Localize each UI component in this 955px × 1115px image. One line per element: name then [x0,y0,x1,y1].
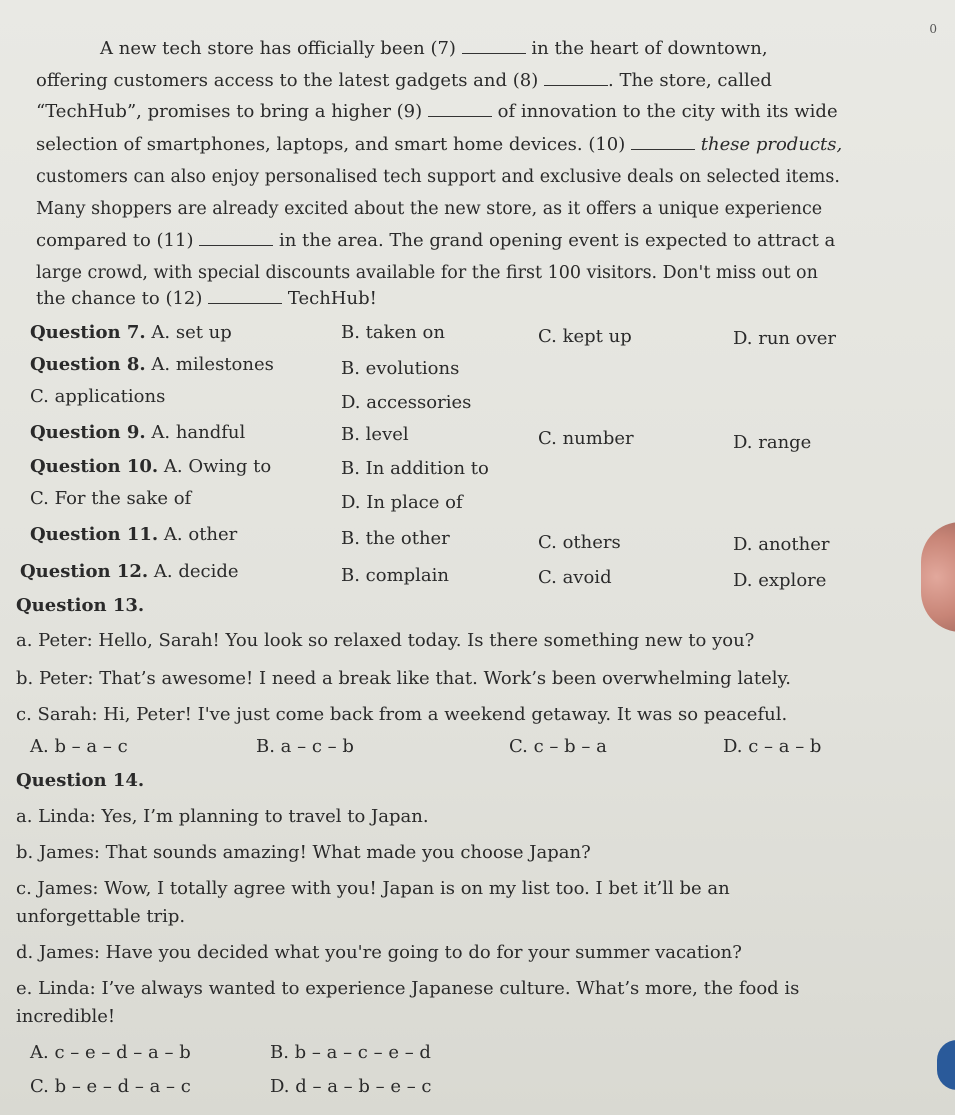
option-a[interactable]: A. other [163,524,238,545]
passage-line-8: large crowd, with special discounts available for the first 100 visitors. Don't miss out on [36,263,818,283]
option-a[interactable]: A. b – a – c [30,736,128,757]
dialogue-line-b: b. James: That sounds amazing! What made you choose Japan? [16,842,591,863]
dialogue-line-e: e. Linda: I’ve always wanted to experience Japanese culture. What’s more, the food is [16,978,800,999]
dialogue-line-b: b. Peter: That’s awesome! I need a break like that. Work’s been overwhelming lately. [16,668,791,689]
option-a[interactable]: A. handful [151,422,246,443]
question-10 [30,456,271,478]
passage-text: these products, [700,134,843,155]
option-a[interactable]: A. c – e – d – a – b [30,1042,191,1063]
option-c[interactable]: C. number [538,428,634,449]
option-d[interactable]: D. accessories [341,392,472,413]
question-label: Question 8. [30,354,146,375]
passage-line-5: customers can also enjoy personalised tech support and exclusive deals on selected items. [36,167,840,187]
option-a[interactable]: A. decide [153,561,239,582]
corner-mark: 0 [929,22,937,36]
question-label: Question 12. [20,561,149,582]
option-d[interactable]: D. c – a – b [723,736,822,757]
option-b[interactable]: B. evolutions [341,358,460,379]
option-b[interactable]: B. b – a – c – e – d [270,1042,431,1063]
question-11 [30,524,237,546]
question-7 [30,322,232,344]
dialogue-line-a: a. Linda: Yes, I’m planning to travel to Japan. [16,806,429,827]
dialogue-line-a: a. Peter: Hello, Sarah! You look so relaxed today. Is there something new to you? [16,630,755,651]
option-b[interactable]: B. a – c – b [256,736,354,757]
blank-7 [462,39,526,54]
passage-line-7 [36,230,835,252]
question-8 [30,354,274,376]
option-b[interactable]: B. complain [341,565,450,586]
passage-text: selection of smartphones, laptops, and smart home devices. (10) [36,134,626,155]
passage-line-1 [100,38,768,60]
question-12 [20,561,239,583]
passage-text: the chance to (12) [36,288,203,309]
option-c[interactable]: C. For the sake of [30,488,192,509]
dialogue-line-d: d. James: Have you decided what you're going to do for your summer vacation? [16,942,742,963]
option-d[interactable]: D. d – a – b – e – c [270,1076,432,1097]
dialogue-line-c: c. James: Wow, I totally agree with you! Japan is on my list too. I bet it’ll be an [16,878,730,899]
passage-text: compared to (11) [36,230,194,251]
passage-line-6: Many shoppers are already excited about the new store, as it offers a unique experience [36,199,823,219]
passage-line-9 [36,288,377,310]
passage-line-2 [36,70,772,92]
option-c[interactable]: C. b – e – d – a – c [30,1076,191,1097]
blank-10 [631,135,695,150]
option-b[interactable]: B. level [341,424,409,445]
finger-edge [921,522,955,632]
question-14-label: Question 14. [16,770,145,791]
passage-line-3 [36,101,838,123]
option-b[interactable]: B. the other [341,528,450,549]
option-c[interactable]: C. applications [30,386,166,407]
passage-text: in the heart of downtown, [531,38,768,59]
option-a[interactable]: A. Owing to [163,456,272,477]
blank-12 [208,289,282,304]
option-d[interactable]: D. In place of [341,492,463,513]
passage-text: TechHub! [287,288,377,309]
question-label: Question 9. [30,422,146,443]
question-13-label: Question 13. [16,595,145,616]
option-a[interactable]: A. milestones [151,354,274,375]
option-c[interactable]: C. c – b – a [509,736,607,757]
passage-text: “TechHub”, promises to bring a higher (9) [36,101,423,122]
passage-text: offering customers access to the latest gadgets and (8) [36,70,539,91]
passage-text: . The store, called [608,70,772,91]
passage-text: in the area. The grand opening event is expected to attract a [278,230,836,251]
blank-8 [544,71,608,86]
option-c[interactable]: C. avoid [538,567,612,588]
blue-object-edge [937,1040,955,1090]
option-a[interactable]: A. set up [151,322,232,343]
option-d[interactable]: D. another [733,534,830,555]
passage-line-4 [36,134,842,156]
option-d[interactable]: D. run over [733,328,837,349]
question-9 [30,422,245,444]
blank-11 [199,231,273,246]
blank-9 [428,102,492,117]
question-label: Question 10. [30,456,159,477]
option-d[interactable]: D. explore [733,570,827,591]
question-label: Question 7. [30,322,146,343]
dialogue-line-c: c. Sarah: Hi, Peter! I've just come back from a weekend getaway. It was so peaceful. [16,704,788,725]
dialogue-line-c-cont: unforgettable trip. [16,906,186,927]
option-d[interactable]: D. range [733,432,812,453]
option-b[interactable]: B. In addition to [341,458,489,479]
dialogue-line-e-cont: incredible! [16,1006,116,1027]
passage-text: of innovation to the city with its wide [497,101,838,122]
question-label: Question 11. [30,524,159,545]
option-c[interactable]: C. kept up [538,326,632,347]
passage-text: A new tech store has officially been (7) [100,38,456,59]
option-c[interactable]: C. others [538,532,621,553]
option-b[interactable]: B. taken on [341,322,445,343]
